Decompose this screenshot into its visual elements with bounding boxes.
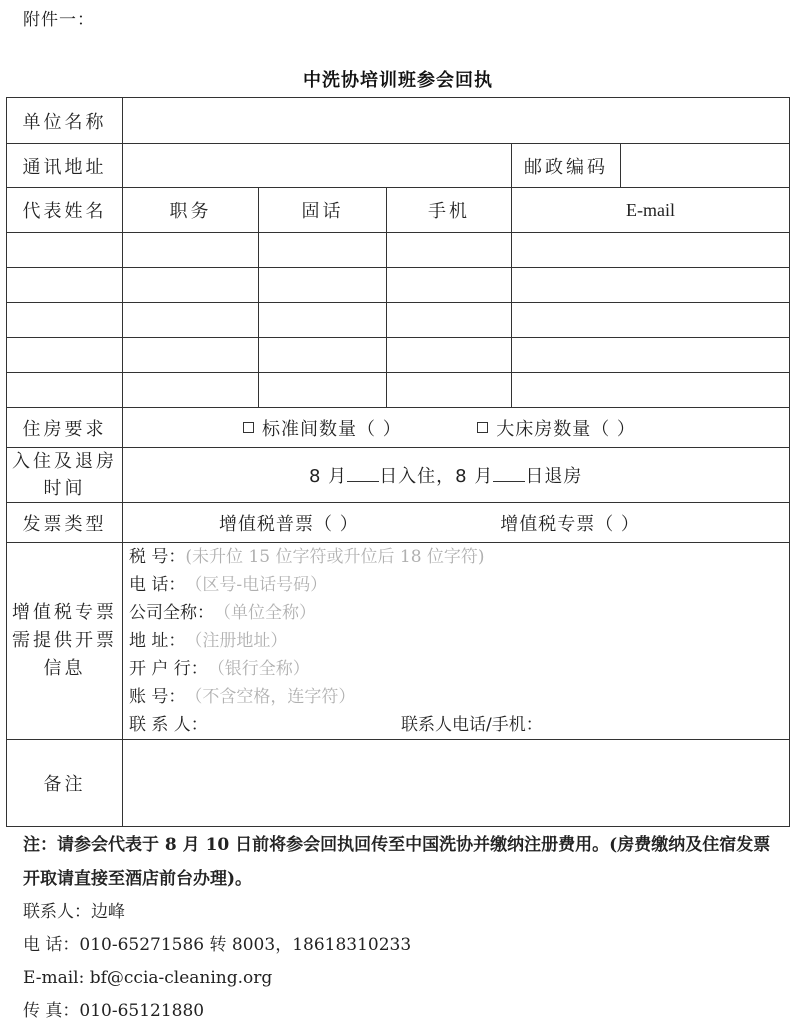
landline-cell[interactable] xyxy=(259,268,387,303)
invoice-info-row xyxy=(7,543,790,740)
name-cell[interactable] xyxy=(7,233,123,268)
mobile-cell[interactable] xyxy=(387,373,512,408)
checkin-label: 入住及退房时间 xyxy=(7,448,123,503)
position-cell[interactable] xyxy=(123,303,259,338)
invoice-info-fields xyxy=(123,543,790,740)
position-cell[interactable] xyxy=(123,338,259,373)
checkin-day-blank[interactable] xyxy=(347,465,379,482)
email-cell[interactable] xyxy=(512,233,790,268)
king-room-label: 大床房数量（ ） xyxy=(496,418,636,440)
attachment-label: 附件一： xyxy=(23,10,95,30)
contact-phone: 电 话：010-65271586 转 8003，18618310233 xyxy=(23,935,412,955)
registered-address-line[interactable]: 地 址：（注册地址） xyxy=(129,631,288,651)
remarks-field[interactable] xyxy=(123,740,790,827)
company-name-line[interactable]: 公司全称：（单位全称） xyxy=(129,603,316,623)
mobile-cell[interactable] xyxy=(387,233,512,268)
bank-line[interactable]: 开 户 行：（银行全称） xyxy=(129,659,310,679)
standard-room-label: 标准间数量（ ） xyxy=(262,418,402,440)
col-header-name: 代表姓名 xyxy=(7,188,123,233)
mobile-cell[interactable] xyxy=(387,338,512,373)
notes-section xyxy=(23,828,783,1028)
col-header-mobile: 手机 xyxy=(387,188,512,233)
tax-id-hint: (未升位 15 位字符或升位后 18 位字符) xyxy=(185,547,485,567)
invoice-type-row xyxy=(7,503,790,543)
table-row xyxy=(7,268,790,303)
invoice-info-label: 增值税专票需提供开票信息 xyxy=(7,543,123,740)
mobile-cell[interactable] xyxy=(387,303,512,338)
name-cell[interactable] xyxy=(7,268,123,303)
bank-hint: （银行全称） xyxy=(207,659,310,679)
postcode-field[interactable] xyxy=(621,144,790,188)
unit-name-field[interactable] xyxy=(123,98,790,144)
landline-cell[interactable] xyxy=(259,373,387,408)
landline-cell[interactable] xyxy=(259,233,387,268)
checkin-row xyxy=(7,448,790,503)
invoice-special-option[interactable]: 增值税专票（ ） xyxy=(500,513,640,535)
unit-name-label: 单位名称 xyxy=(7,98,123,144)
email-cell[interactable] xyxy=(512,338,790,373)
company-name-hint: （单位全称） xyxy=(214,603,316,623)
housing-label: 住房要求 xyxy=(7,408,123,448)
account-line[interactable]: 账 号：（不含空格，连字符） xyxy=(129,687,356,707)
invoice-type-label: 发票类型 xyxy=(7,503,123,543)
account-hint: （不含空格，连字符） xyxy=(185,687,356,707)
name-cell[interactable] xyxy=(7,303,123,338)
registration-form-table xyxy=(6,97,790,827)
contact-fax: 传 真：010-65121880 xyxy=(23,1001,205,1021)
address-label: 通讯地址 xyxy=(7,144,123,188)
housing-row xyxy=(7,408,790,448)
tax-id-line[interactable]: 税 号：(未升位 15 位字符或升位后 18 位字符) xyxy=(129,547,485,567)
position-cell[interactable] xyxy=(123,373,259,408)
table-row xyxy=(7,303,790,338)
remarks-row xyxy=(7,740,790,827)
name-cell[interactable] xyxy=(7,373,123,408)
contact-line xyxy=(123,711,789,739)
checkout-text: 日退房 xyxy=(525,466,583,487)
landline-cell[interactable] xyxy=(259,303,387,338)
checkin-dates xyxy=(123,448,790,503)
address-field[interactable] xyxy=(123,144,512,188)
housing-options xyxy=(123,408,790,448)
king-room-checkbox[interactable] xyxy=(477,422,488,433)
checkin-text: 日入住，8 月 xyxy=(379,466,494,487)
phone-line[interactable]: 电 话：（区号-电话号码） xyxy=(129,575,328,595)
address-row xyxy=(7,144,790,188)
postcode-label: 邮政编码 xyxy=(512,144,621,188)
contact-person: 联系人：边峰 xyxy=(23,902,125,922)
col-header-email: E-mail xyxy=(512,188,790,233)
checkout-day-blank[interactable] xyxy=(493,465,525,482)
form-title: 中洗协培训班参会回执 xyxy=(303,70,493,91)
standard-room-checkbox[interactable] xyxy=(243,422,254,433)
table-row xyxy=(7,233,790,268)
email-cell[interactable] xyxy=(512,268,790,303)
col-header-landline: 固话 xyxy=(259,188,387,233)
registered-address-hint: （注册地址） xyxy=(185,631,288,651)
table-row xyxy=(7,338,790,373)
phone-hint: （区号-电话号码） xyxy=(185,575,328,595)
name-cell[interactable] xyxy=(7,338,123,373)
invoice-type-options xyxy=(123,503,790,543)
mobile-cell[interactable] xyxy=(387,268,512,303)
unit-name-row xyxy=(7,98,790,144)
contact-person-label[interactable]: 联 系 人： xyxy=(129,715,208,735)
email-cell[interactable] xyxy=(512,373,790,408)
position-cell[interactable] xyxy=(123,233,259,268)
landline-cell[interactable] xyxy=(259,338,387,373)
contact-phone-label[interactable]: 联系人电话/手机： xyxy=(401,715,543,735)
remarks-label: 备注 xyxy=(7,740,123,827)
table-row xyxy=(7,373,790,408)
position-cell[interactable] xyxy=(123,268,259,303)
submission-note: 注：请参会代表于 8 月 10 日前将参会回执回传至中国洗协并缴纳注册费用。(房费缴纳及住宿发票开取请直接至酒店前台办理)。 xyxy=(23,835,771,889)
checkin-month: 8 月 xyxy=(309,466,348,487)
invoice-normal-option[interactable]: 增值税普票（ ） xyxy=(219,513,359,535)
col-header-position: 职务 xyxy=(123,188,259,233)
contact-email[interactable]: E-mail: bf@ccia-cleaning.org xyxy=(23,968,273,988)
email-cell[interactable] xyxy=(512,303,790,338)
column-header-row xyxy=(7,188,790,233)
